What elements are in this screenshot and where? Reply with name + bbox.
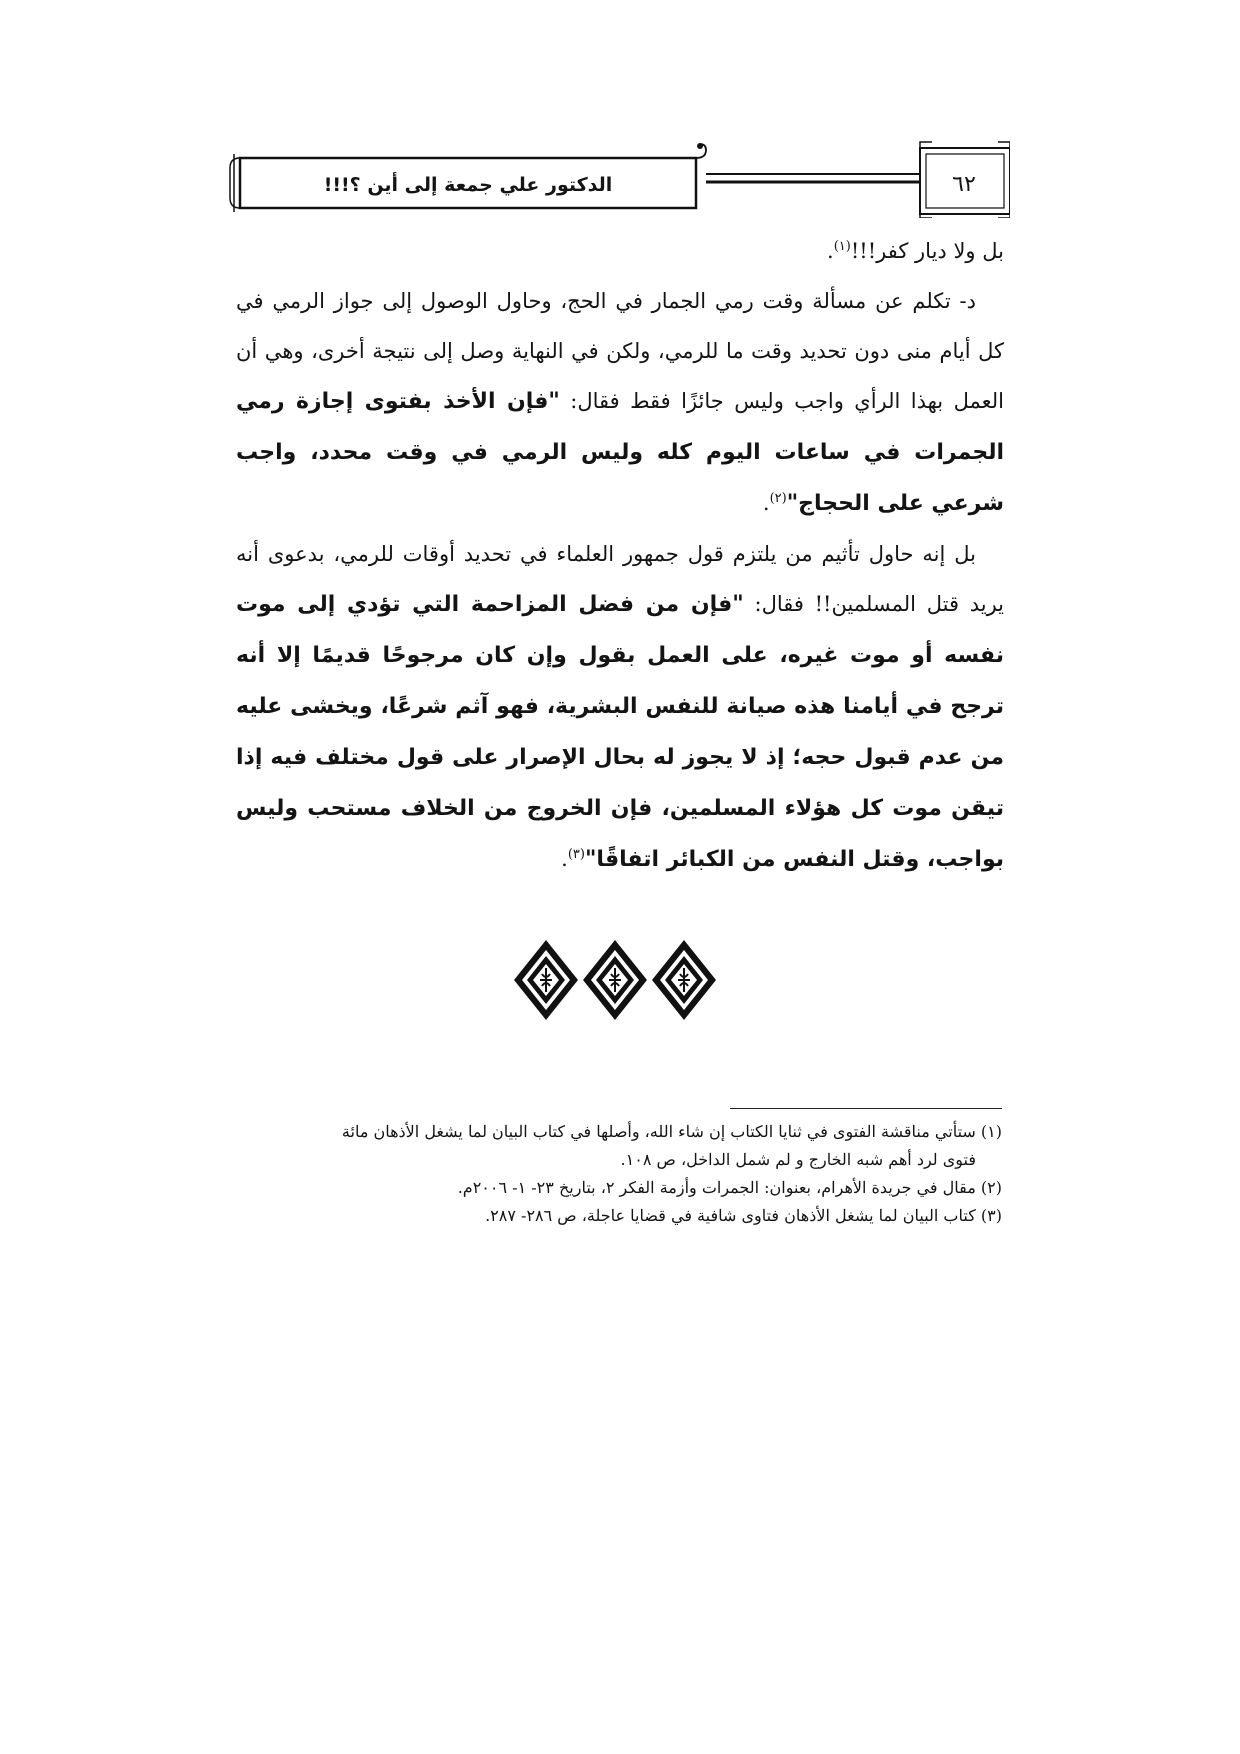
- footnote-ref-2[interactable]: (٢): [769, 491, 787, 506]
- footnote-number: (٢): [980, 1178, 1002, 1197]
- paragraph-1-tail: .: [827, 239, 834, 263]
- paragraph-2-text: د- تكلم عن مسألة وقت رمي الجمار في الحج، وحاول الوصول إلى جواز الرمي في كل أيام منى دون تحديد وقت ما للرمي، ولكن في النهاية وصل إلى نتيجة أخرى، وهي أن العمل بهذا الرأي واجب وليس جائزًا فقط فقال:: [236, 289, 1004, 413]
- footnote-2: [236, 1174, 1002, 1202]
- footnote-1: [236, 1118, 1002, 1174]
- diamond-ornament-icon: [514, 940, 578, 1020]
- footnote-3: [236, 1202, 1002, 1230]
- paragraph-3-tail: .: [561, 847, 568, 871]
- footnotes: [236, 1118, 1002, 1230]
- footnote-text: مقال في جريدة الأهرام، بعنوان: الجمرات وأزمة الفكر ٢، بتاريخ ٢٣- ١- ٢٠٠٦م.: [457, 1178, 976, 1197]
- paragraph-1-text: بل ولا ديار كفر!!!: [850, 239, 1004, 263]
- footnote-ref-1[interactable]: (١): [833, 239, 851, 254]
- paragraph-3-quote: "فإن من فضل المزاحمة التي تؤدي إلى موت نفسه أو موت غيره، على العمل بقول وإن كان مرجوحًا قديمًا إلا أنه ترجح في أيامنا هذه صيانة للنفس البشرية، فهو آثم شرعًا، ويخشى عليه من عدم قبول حجه؛ إذ لا يجوز له بحال الإصرار على قول مختلف فيه إذا تيقن موت كل هؤلاء المسلمين، فإن الخروج من الخلاف مستحب وليس بواجب، وقتل النفس من الكبائر اتفاقًا": [236, 592, 1004, 872]
- paragraph-3: [236, 529, 1004, 885]
- footnote-text: ستأتي مناقشة الفتوى في ثنايا الكتاب إن شاء الله، وأصلها في كتاب البيان لما يشغل الأذهان مائة: [341, 1122, 976, 1141]
- paragraph-3-text: بل إنه حاول تأثيم من يلتزم قول جمهور العلماء في تحديد أوقات للرمي، بدعوى أنه يريد قتل المسلمين!! فقال:: [236, 542, 1005, 616]
- paragraph-1: [236, 226, 1004, 276]
- page-number: ٦٢: [952, 172, 976, 197]
- body-text: [236, 226, 1004, 885]
- diamond-ornament-icon: [583, 940, 647, 1020]
- paragraph-2-quote: "فإن الأخذ بفتوى إجازة رمي الجمرات في ساعات اليوم كله وليس الرمي في وقت محدد، واجب شرعي على الحجاج": [236, 389, 1004, 516]
- paragraph-2-tail: .: [762, 491, 770, 515]
- diamond-ornament-icon: [652, 940, 716, 1020]
- paragraph-2: [236, 276, 1004, 529]
- running-header: [220, 138, 1010, 218]
- footnote-ref-3[interactable]: (٣): [567, 847, 585, 862]
- footnote-number: (١): [980, 1122, 1002, 1141]
- footnote-text: كتاب البيان لما يشغل الأذهان فتاوى شافية في قضايا عاجلة، ص ٢٨٦- ٢٨٧.: [485, 1206, 976, 1225]
- footnote-number: (٣): [980, 1206, 1002, 1225]
- footnote-continuation: فتوى لرد أهم شبه الخارج و لم شمل الداخل، ص ١٠٨.: [620, 1150, 976, 1169]
- footnote-separator: [730, 1108, 1002, 1109]
- header-title: الدكتور علي جمعة إلى أين ؟!!!: [323, 174, 613, 196]
- section-ornament: [512, 938, 718, 1022]
